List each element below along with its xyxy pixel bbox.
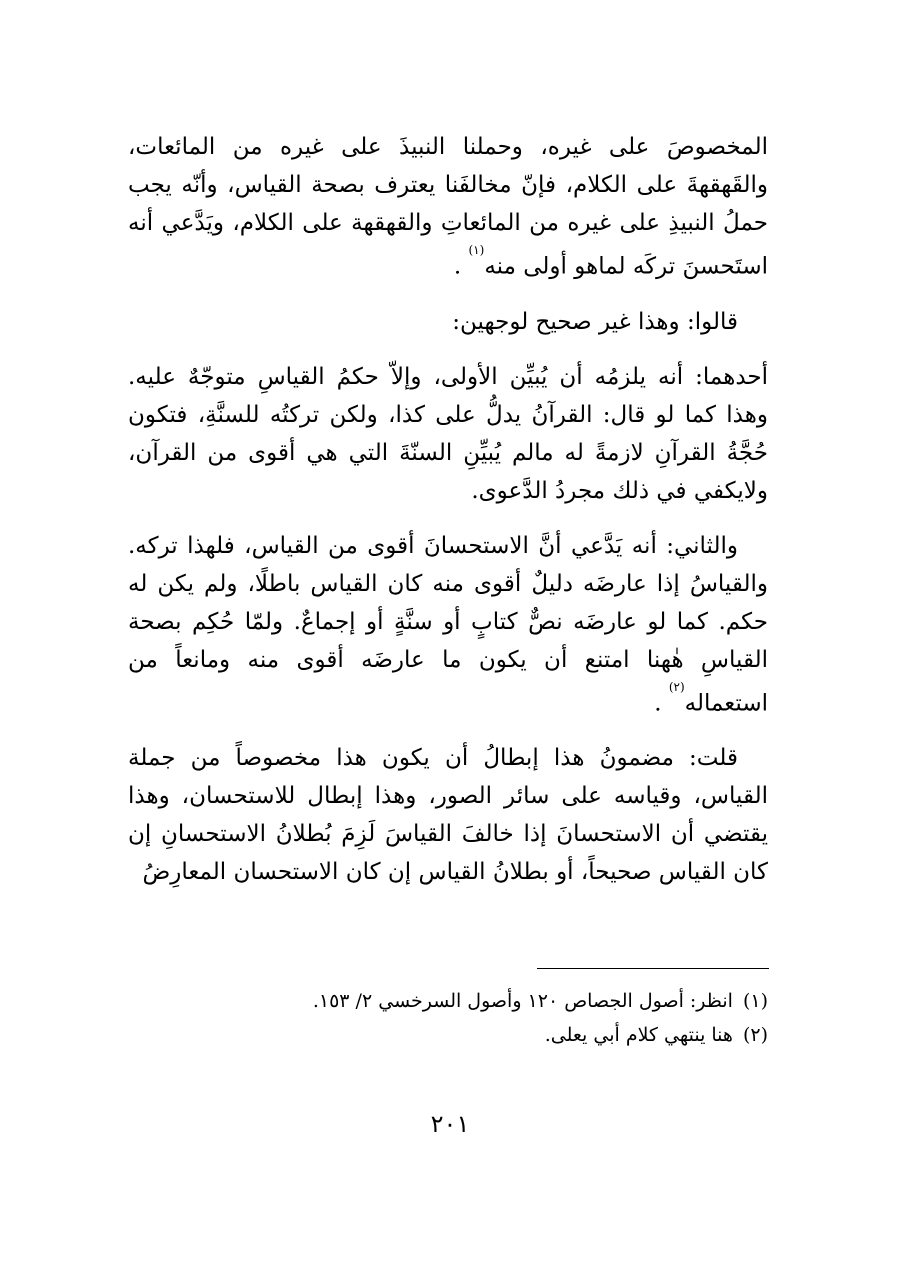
footnote-1: [128, 984, 768, 1018]
paragraph-2-text: قالوا: وهذا غير صحيح لوجهين:: [452, 308, 738, 335]
footnote-ref-2: (٢): [668, 679, 685, 694]
footnote-ref-1: (١): [468, 243, 485, 257]
main-text: [128, 128, 768, 908]
footnote-2-mark: (٢): [742, 1024, 768, 1046]
paragraph-2: [128, 303, 768, 341]
paragraph-4-tail: .: [654, 690, 662, 717]
paragraph-5: [128, 739, 768, 891]
paragraph-5-text: قلت: مضمونُ هذا إبطالُ أن يكون هذا مخصوصاً من جملة القياس، وقياسه على سائر الصور، وهذا إبطال للاستحسان، وهذا يقتضي أن الاستحسانَ إذا خالفَ القياسَ لَزِمَ بُطلانُ الاستحسانِ إن كان القياس صحيحاً، أو بطلانُ القياس إن كان الاستحسان المعارِضُ: [128, 745, 768, 886]
paragraph-1: [128, 128, 768, 286]
footnote-2-text: هنا ينتهي كلام أبي يعلى.: [544, 1024, 733, 1046]
paragraph-3-text: أحدهما: أنه يلزمُه أن يُبيِّن الأولى، وإلاّ حكمُ القياسِ متوجّهٌ عليه. وهذا كما لو قال: القرآنُ يدلُّ على كذا، ولكن تركتُه للسنَّةِ، فتكون حُجَّةُ القرآنِ لازمةً له مالم يُبيِّنِ السنّةَ التي هي أقوى من القرآن، ولايكفي في ذلك مجردُ الدَّعوى.: [128, 363, 768, 504]
footnote-separator: [537, 968, 769, 969]
footnote-1-text: انظر: أصول الجصاص ١٢٠ وأصول السرخسي ٢/ ١٥٣.: [312, 990, 733, 1012]
paragraph-1-text: المخصوصَ على غيره، وحملنا النبيذَ على غيره من المائعات، والقَهقهةَ على الكلام، فإنّ مخالفَنا يعترف بصحة القياس، وأنّه يجب حملُ النبيذِ على غيره من المائعاتِ والقهقهة على الكلام، ويَدَّعي أنه استَحسنَ تركَه لماهو أولى منه: [128, 134, 768, 280]
paragraph-4: [128, 527, 768, 723]
paragraph-4-text: والثاني: أنه يَدَّعي أنَّ الاستحسانَ أقوى من القياس، فلهذا تركه. والقياسُ إذا عارضَه دليلٌ أقوى منه كان القياس باطلًا، ولم يكن له حكم. كما لو عارضَه نصٌّ كتابٍ أو سنَّةٍ أو إجماعٌ. ولمّا حُكِم بصحة القياسِ هٰهنا امتنع أن يكون ما عارضَه أقوى منه ومانعاً من استعماله: [128, 532, 768, 717]
footnote-1-mark: (١): [742, 990, 768, 1012]
paragraph-1-tail: .: [453, 253, 462, 280]
paragraph-3: [128, 358, 768, 510]
footnotes: [128, 984, 768, 1052]
footnote-2: [128, 1018, 768, 1052]
page-number: ٢٠١: [430, 1110, 470, 1138]
